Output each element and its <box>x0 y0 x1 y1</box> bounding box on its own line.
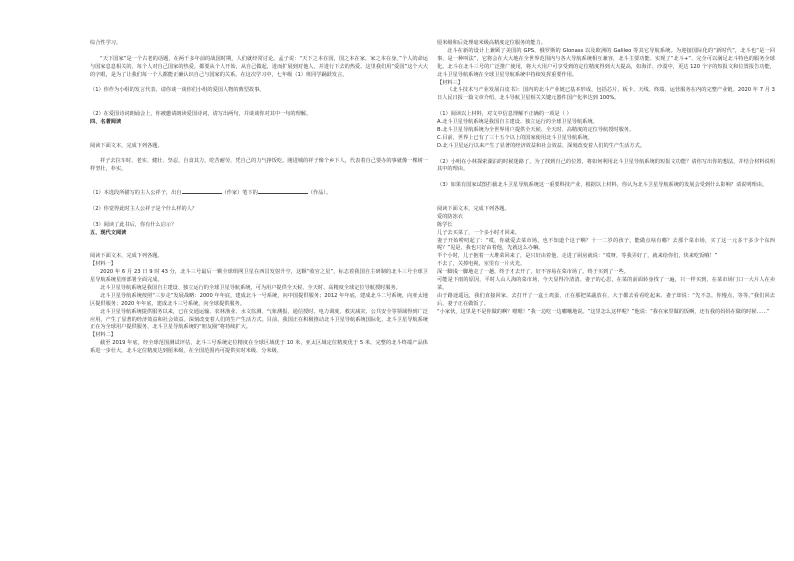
intro-tail: 综合性学习。 <box>90 40 122 46</box>
section-4-question-3: （3）阅读了此书后，你有什么启示？ <box>90 221 177 228</box>
section-4-question-1 <box>90 190 428 198</box>
choice-option: D.北斗卫星运行以来产生了显著的经济效益和社会效益，深刻改变着人们的生产生活方式。 <box>437 142 645 149</box>
story-paragraph: 由于路途遥远，我们直接回家，去打开了一盒土鸡蛋，正在那把菜蔬放在，大于都去看看吃起来。妻子却说：“先不急，你慢点，等等。”我们回去后，妻子正在做饭了。 <box>437 292 775 307</box>
choice-option: B.北斗卫星导航系统为全世界用户提供全天候、全天时、高精度的定位导航授时服务。 <box>437 126 635 133</box>
question-2: （2）在爱国诗词朗诵会上，你被邀请朗读爱国诗词，请写出两句，并谈谈你对其中一句的理解。 <box>90 111 312 118</box>
material-2-title: 【材料二】 <box>90 332 116 339</box>
choice-option: C.目前，世界上已有了三十五个以上的国家使用北斗卫星导航系统。 <box>437 134 593 141</box>
section-4-instruction: 阅读下面文本，完成下列各题。 <box>90 142 163 149</box>
blank-line <box>258 193 308 194</box>
material-2-paragraph: 截至 2019 年底，经全球范围测试评估，北斗三号系统定位精度在全球区域优于 10 米，亚太区域定位精度优于 5 米。完整的北斗终端产品体系进一步壮大，北斗定位精度达到厘米级，在全国范围内可提供实时米级、分米级、 <box>90 340 428 355</box>
material-1-paragraph: 北斗卫星导航系统提供服务以来，已在交通运输、农林渔业、水文监测、气象测报、通信授时、电力调度、救灾减灾、公共安全等领域得到广泛应用，产生了显著的经济效益和社会效益。深刻改变着人们的生产生活方式。目前，我国正在积极推动北斗卫星导航系统国际化，北斗卫星导航系统正在为全球用户提供服务，北斗卫星导航系统的“朋友圈”将持续扩大。 <box>90 308 428 331</box>
blank-line <box>182 193 222 194</box>
story-title: 爱的防冻衣 <box>437 213 463 220</box>
choice-question-stem: （1）阅读以上材料，对文中信息理解不正确的一项是（ ） <box>437 111 572 118</box>
question-1-part-a: （1）本选段所描写的主人公祥子，出自 <box>90 190 182 197</box>
question-1-part-b: （作家）笔下的 <box>221 190 258 197</box>
story-paragraph: 不去了，关掉电视，室里有一片火光。 <box>437 261 526 268</box>
question-1-part-c: （作品）。 <box>307 190 332 197</box>
material-1-paragraph: 北斗卫星导航系统是我国自主建设、独立运行的全球卫星导航系统，可为用户提供全天候、全天时、高精度全球定位导航授时服务。 <box>100 284 401 291</box>
section-4-heading: 四、名著阅读 <box>90 119 122 125</box>
material-1-paragraph: 2020 年 6 月 23 日 9 时 43 分，北斗三号最后一颗全球组网卫星在西昌发射升空，这颗“收官之星”，标志着我国自主研制的北斗三号全球卫星导航系统星座部署全面完成。 <box>90 269 428 283</box>
story-paragraph: 半个小时，儿子抱着一大堆菜回来了，是只好由着他，走进了厨房就说：“哎呀，等我弄好了，就来给你们，快来吃饭哦！” <box>437 253 718 260</box>
story-paragraph: “小家伙，这里是不是你做的啊？嗯嗯！”我一边吃一边嘟嚷地说。“这里怎么这样呢？”他说：“我在家里做的饭啊，还有我的妈妈在做的时候……” <box>437 308 770 315</box>
question-3: （3）如果有国家试图拦截北斗卫星导航系统这一重要科技产业，根据以上材料，你认为北斗卫星导航系统的发展会受到什么影响？请说明理由。 <box>437 182 768 189</box>
section-6-instruction: 阅读下面文本，完成下列各题。 <box>437 205 510 212</box>
left-column <box>90 40 428 356</box>
right-column <box>437 40 775 317</box>
continued-paragraph: 北斗在新的设计上兼顾了美国的 GPS、俄罗斯的 Glonass 以及欧洲的 Galileo 等其它导航系统。为迎接国际化的“新时代”，北斗也“是一回事，是一种叫法”，它将会在大大地在全世界范围内与各大导航系统相互兼容，北斗主要功能、实现了“北斗+”、完全可以满足北斗特色的服务全球化。北斗在北斗三号的广泛推广使用，将大大用户可享受到的定位精度得到大大提高，如海洋、沙漠中，更达 120 个字的短报文和位置报告功能，北斗卫星导航系统在全球卫星导航系统中持续发挥重要作用。 <box>437 47 775 78</box>
story-paragraph: 儿子去买菜了，一个多小时才回来。 <box>437 229 521 236</box>
material-3-title: 【材料三】 <box>437 79 463 86</box>
material-3-paragraph: 《北斗技术与产业发展白皮书》：国内的北斗产业链已基本形成，包括芯片、板卡、天线、终端、运营服务在内的完整产业链。2020 年 7 月 3 日人民日报一篇文章介绍，北斗导航卫星相关关键元器件国产化率达到 100%。 <box>437 87 775 102</box>
section-5-heading: 五、现代文阅读 <box>90 229 127 236</box>
choice-option: A.北斗卫星导航系统是我国自主建设、独立运行的全球卫星导航系统。 <box>437 119 598 126</box>
story-paragraph: 可能是下雨的原因，平时人山人海的菜市场，今天显得冷清清。妻子的心思，在菜的前面转身找了一遍，只一样买到，在菜市场门口一大片人在卖菜。 <box>437 277 775 292</box>
section-5-instruction: 阅读下面文本，完成下列各题。 <box>90 253 163 260</box>
question-1: （1）你作为小组的发言代表，请你谈一谈你们小组的爱国人物的典型故事。 <box>90 87 265 94</box>
section-4-question-2: （2）你觉得此时主人公祥子是个什么样的人？ <box>90 205 198 212</box>
continued-paragraph: 厘米级和后处理毫米级高精度定位服务的能力。 <box>437 40 546 46</box>
question-2: （2）小明在小林探索湖泊的时候迷路了，为了找到自己的位置，将如何利用北斗卫星导航系统的短报文功能？请你写出你的想法，并结合材料说明其中的理由。 <box>437 158 775 173</box>
story-author: 陈学长 <box>437 221 453 228</box>
material-1-title: 【材料一】 <box>90 261 116 268</box>
story-paragraph: 深一脚浅一脚地走了一趟，终于才去开了，好不容易在菜市场了。终于买到了一些。 <box>437 269 629 276</box>
story-paragraph: 妻子开始唠叨起了：“哎，你就爱去菜市场，也不知道个这子啊？十一二岁的孩子，能做点啥有哪？去那个菜市场，买了这一元多干多少个东西呢？”见是，我也只好由着他，先就这么办嘛。 <box>437 237 775 252</box>
material-1-paragraph: 北斗卫星导航系统按照“三步走”发展战略：2000 年年底，建成北斗一号系统，向中国提供服务；2012 年年底，建成北斗二号系统，向亚太地区提供服务；2020 年年底，建成北斗三号系统，向全球提供服务。 <box>90 292 428 307</box>
section-4-passage: 祥子去拉车时，老实、健壮、坚忍，自食其力，吃苦耐劳，凭自己的力气挣饭吃。刚进城的祥子像个乡下人，代表着自己要办的事就像一棵树一样坚壮，朴实。 <box>90 158 428 173</box>
passage-paragraph: “天下国家”是一个古老的话题，在两千多年前的战国时期，人们就经常讨论。孟子说：“天下之本在国，国之本在家，家之本在身。”个人的命运与国家息息相关的，每个人对自己国家的热爱，都要从个人开始，从自己做起，进而扩展到对他人，并进行下去的热爱。这里我们用“爱国”这个大大的字眼，是为了让我们每一个人都能正确认识自己与国家的关系。在这次学习中，七年级（1）班同学踊跃发言。 <box>90 55 428 78</box>
